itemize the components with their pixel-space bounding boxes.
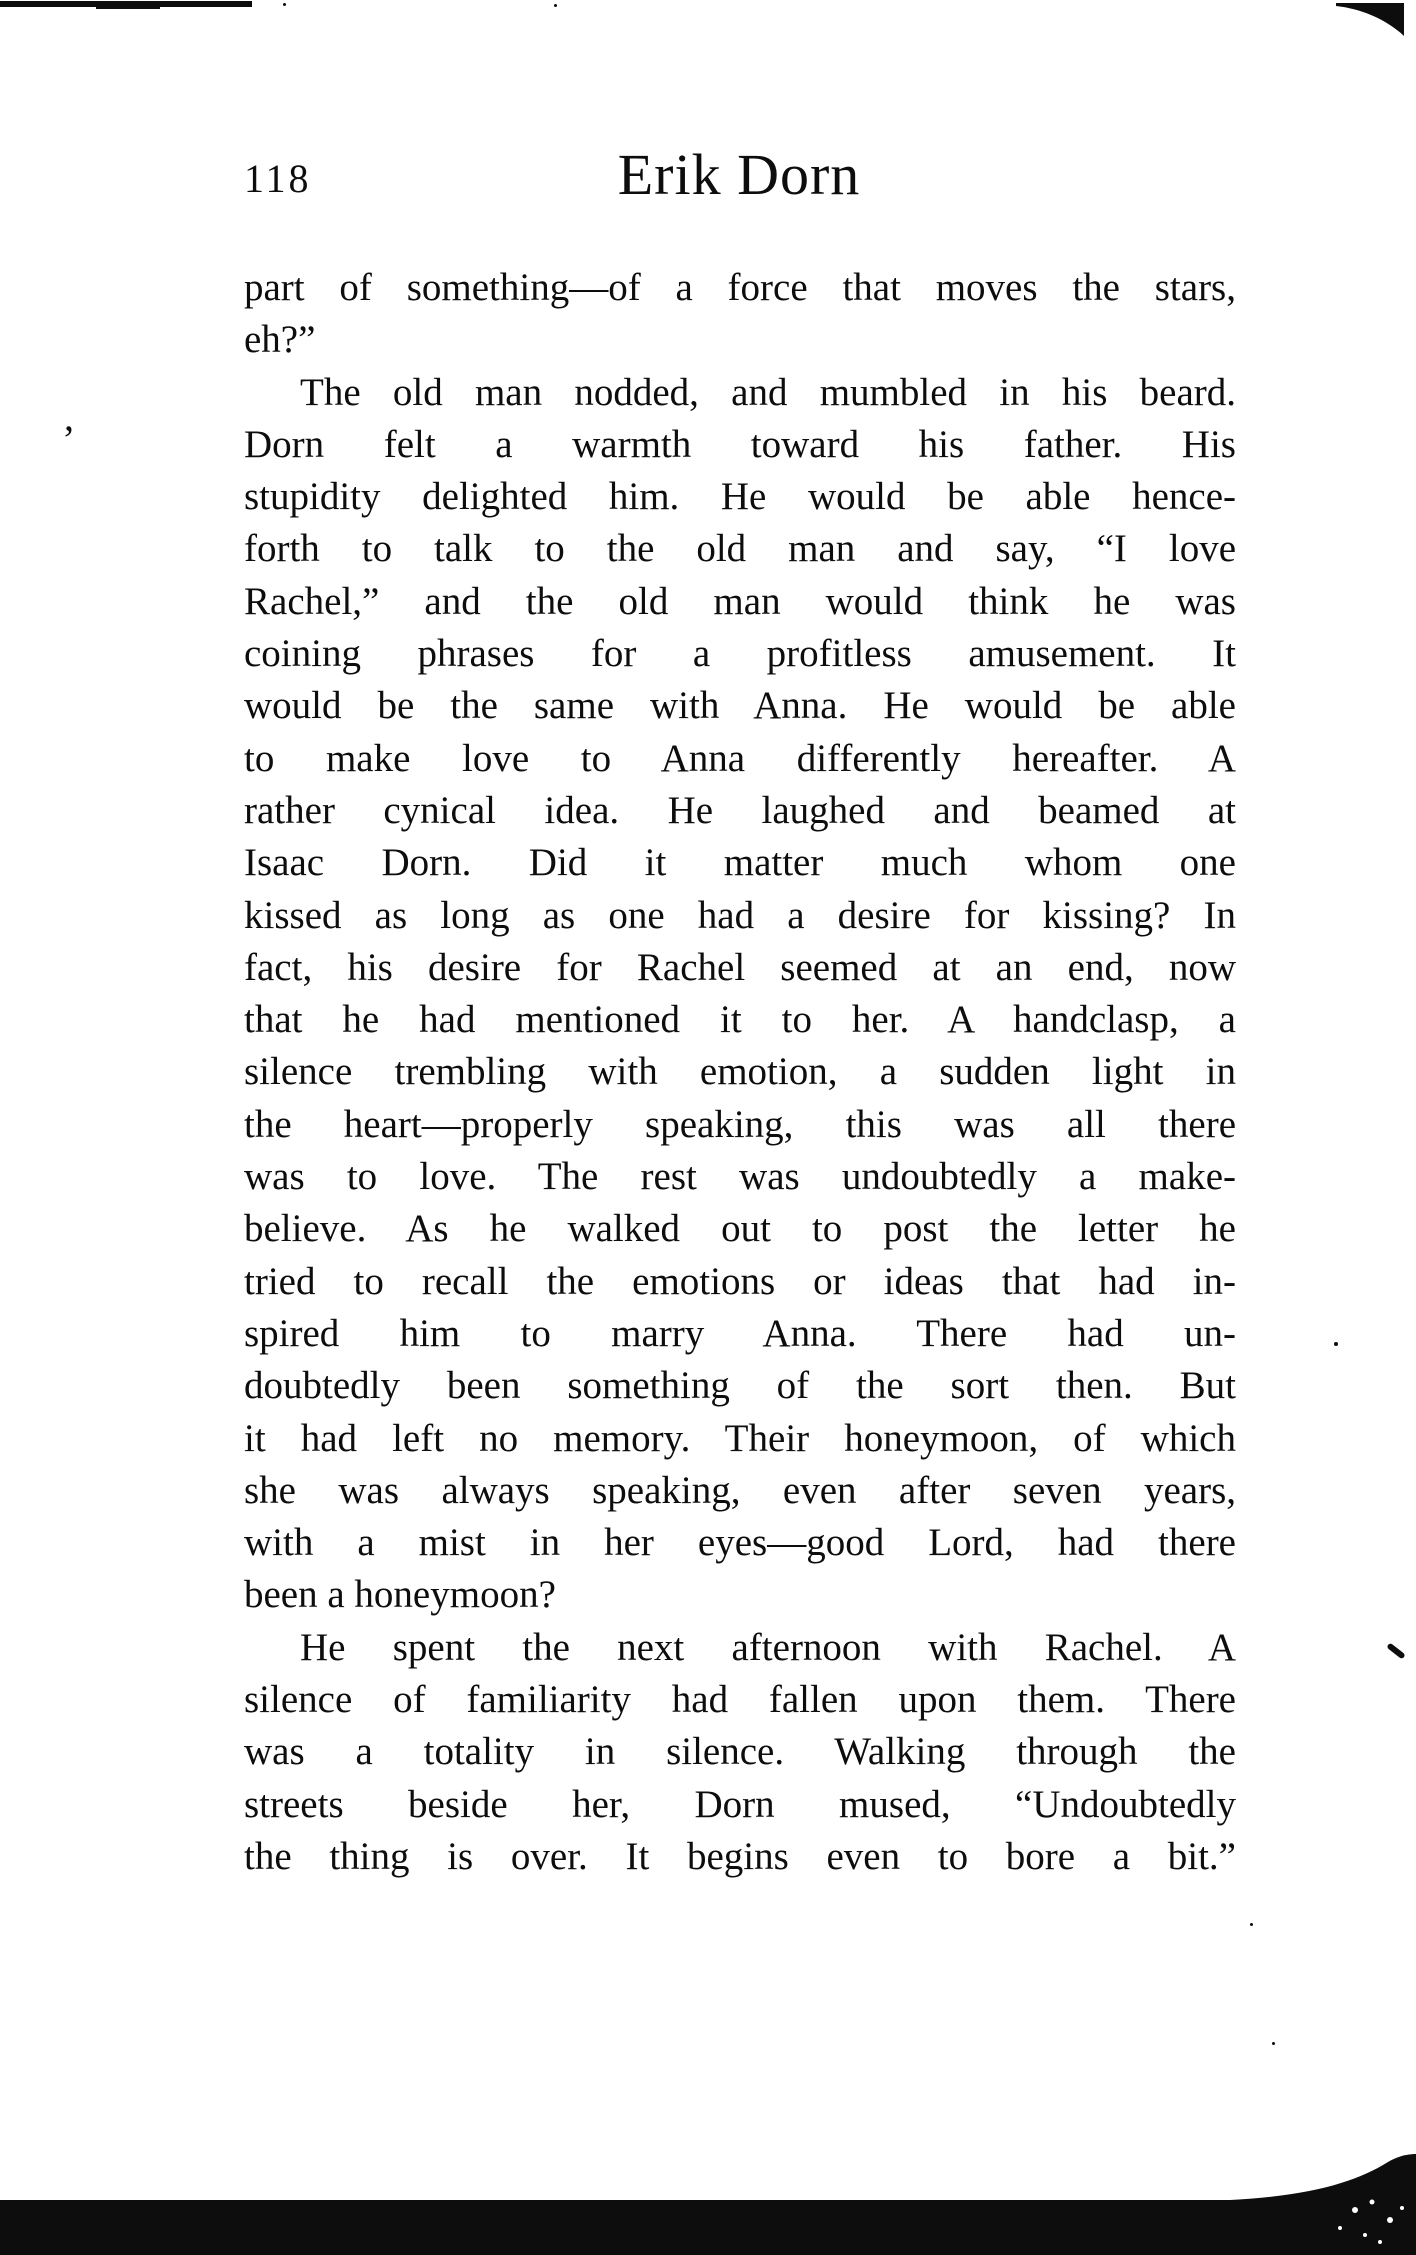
text-line: the thing is over. It begins even to bore a bit.” bbox=[244, 1834, 1236, 1878]
text-line: been a honeymoon? bbox=[244, 1573, 556, 1617]
page-header bbox=[244, 138, 1234, 208]
text-line: part of something—of a force that moves the stars, bbox=[244, 266, 1236, 309]
margin-apostrophe-mark: ’ bbox=[62, 417, 76, 462]
text-line: kissed as long as one had a desire for kissing? In bbox=[244, 893, 1236, 937]
scan-speck bbox=[1334, 1342, 1338, 1346]
text-line: silence of familiarity had fallen upon them. There bbox=[244, 1678, 1236, 1722]
text-line: was to love. The rest was undoubtedly a make- bbox=[244, 1155, 1236, 1199]
text-line: silence trembling with emotion, a sudden light in bbox=[244, 1050, 1236, 1094]
text-line: was a totality in silence. Walking through the bbox=[244, 1730, 1236, 1774]
scan-gutter-shadow-bottom bbox=[0, 2150, 1416, 2255]
text-line: to make love to Anna differently hereafter. A bbox=[244, 736, 1236, 780]
text-line: the heart—properly speaking, this was all there bbox=[244, 1102, 1236, 1146]
text-line: doubtedly been something of the sort then. But bbox=[244, 1364, 1236, 1408]
text-line: The old man nodded, and mumbled in his beard. bbox=[300, 370, 1236, 414]
text-line: that he had mentioned it to her. A handclasp, a bbox=[244, 998, 1236, 1042]
text-line: tried to recall the emotions or ideas that had in- bbox=[244, 1259, 1236, 1303]
text-line: Isaac Dorn. Did it matter much whom one bbox=[244, 841, 1236, 885]
text-line: with a mist in her eyes—good Lord, had there bbox=[244, 1521, 1236, 1565]
running-title: Erik Dorn bbox=[617, 142, 861, 207]
text-line: fact, his desire for Rachel seemed at an end, now bbox=[244, 945, 1236, 989]
text-line: Rachel,” and the old man would think he was bbox=[244, 579, 1236, 623]
text-line: eh?” bbox=[244, 318, 316, 362]
text-line: rather cynical idea. He laughed and beamed at bbox=[244, 788, 1236, 832]
text-line: would be the same with Anna. He would be able bbox=[244, 684, 1236, 728]
page-corner-fold-top-right bbox=[1336, 3, 1408, 37]
text-line: stupidity delighted him. He would be able hence- bbox=[244, 475, 1236, 519]
page-number: 118 bbox=[244, 156, 312, 201]
scan-speck bbox=[1250, 1923, 1253, 1926]
text-line: streets beside her, Dorn mused, “Undoubtedly bbox=[244, 1782, 1236, 1826]
margin-pen-tick bbox=[1386, 1642, 1405, 1659]
scan-speck bbox=[554, 4, 557, 7]
page-text bbox=[244, 262, 1236, 1883]
text-line: spired him to marry Anna. There had un- bbox=[244, 1311, 1236, 1355]
text-line: believe. As he walked out to post the letter he bbox=[244, 1207, 1236, 1251]
text-line: Dorn felt a warmth toward his father. His bbox=[244, 422, 1236, 466]
scan-smudge-top-left-2 bbox=[96, 6, 160, 9]
text-line: it had left no memory. Their honeymoon, of which bbox=[244, 1416, 1236, 1460]
text-line: she was always speaking, even after seven years, bbox=[244, 1468, 1236, 1512]
text-line: forth to talk to the old man and say, “I love bbox=[244, 527, 1236, 571]
text-line: coining phrases for a profitless amusement. It bbox=[244, 632, 1236, 676]
scan-speck bbox=[1272, 2042, 1275, 2045]
text-line: He spent the next afternoon with Rachel. A bbox=[300, 1625, 1236, 1669]
scan-speck bbox=[283, 3, 286, 6]
